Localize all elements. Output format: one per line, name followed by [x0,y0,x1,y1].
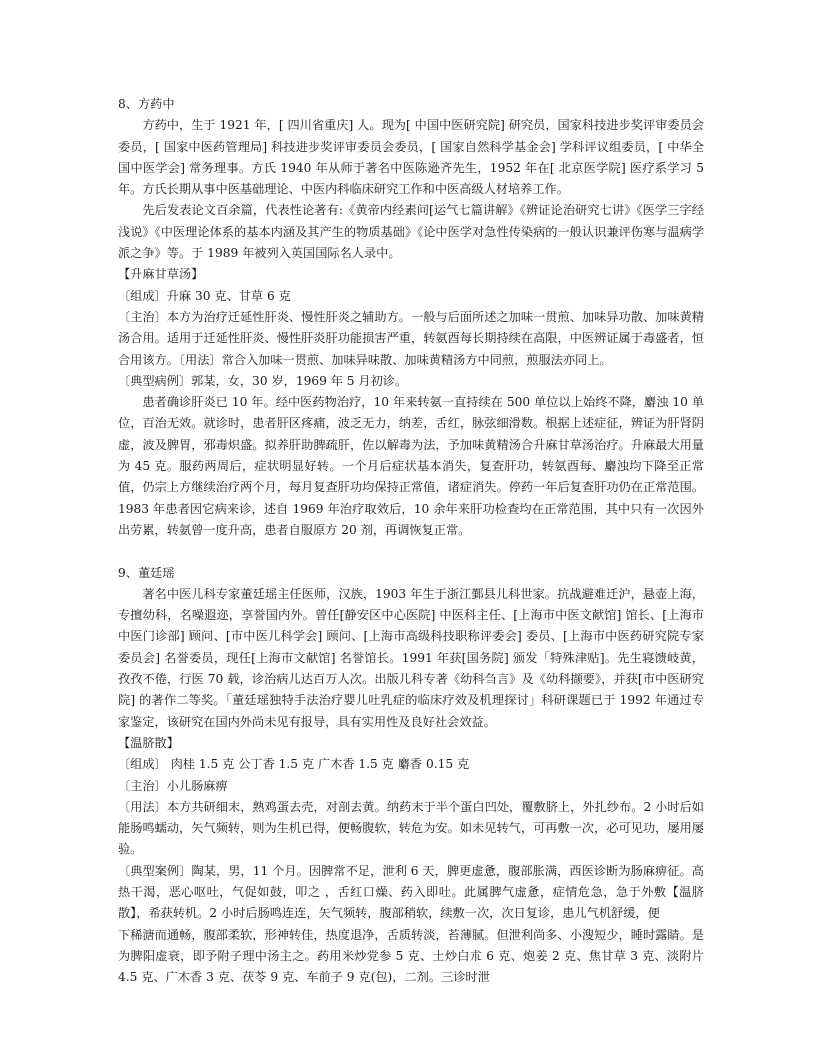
section-9-bio: 著名中医儿科专家董廷瑶主任医师，汉族，1903 年生于浙江鄞县儿科世家。抗战避难迁沪，悬壶上海，专擅幼科，名噪遐迩，享誉国内外。曾任[静安区中心医院] 中医科主任、[上海市中医文献馆] 馆长、[上海市中医门诊部] 顾问、[市中医儿科学会] 顾问、[上海市高级科技职称评委会] 委员、[上海市中医药研究院专家委员会] 名誉委员，现任[上海市文献馆] 名誉馆长。1991 年获[国务院] 颁发「特殊津贴]。先生寝馈岐黄，孜孜不倦，行医 70 载，诊治病儿达百万人次。出版儿科专著《幼科刍言》及《幼科撷要》，并获[市中医研究院] 的著作二等奖。「董廷瑶独特手法治疗婴儿吐乳症的临床疗效及机理探讨」科研课题已于 1992 年通过专家鉴定，该研究在国内外尚未见有报导，具有实用性及良好社会效益。 [118,586,704,729]
section-9-indication: 〔主治〕小儿肠麻痹 [118,778,228,793]
section-8-bio: 方药中，生于 1921 年，[ 四川省重庆] 人。现为[ 中国中医研究院] 研究员，国家科技进步奖评审委员会委员，[ 国家中医药管理局] 科技进步奖评审委员会委员，[ 国家自然科学基金会] 学科评议组委员，[ 中华全国中医学会] 常务理事。方氏 1940 年从师于著名中医陈逊齐先生，1952 年在[ 北京医学院] 医疗系学习 5 年。方氏长期从事中医基础理论、中医内科临床研究工作和中医高级人材培养工作。 [118,118,704,197]
section-8-formula-title: 【升麻甘草汤】 [118,267,204,282]
section-9-formula-title: 【温脐散】 [118,735,179,750]
section-8-case-label: 〔典型病例〕郭某，女，30 岁，1969 年 5 月初诊。 [118,373,408,388]
section-9-heading: 9、董廷瑶 [118,565,175,580]
section-8-heading: 8、方药中 [118,97,175,111]
section-9-usage: 〔用法〕本方共研细末，熟鸡蛋去壳，对剖去黄。纳药末于半个蛋白凹处，覆敷脐上，外扎纱布。2 小时后如能肠鸣蠕动，矢气频转，则为生机已得，便畅腹软，转危为安。如未见转气，可再敷一次，必可见功，屡用屡验。 [118,799,704,857]
section-9-composition: 〔组成〕 肉桂 1.5 克 公丁香 1.5 克 广木香 1.5 克 麝香 0.15 克 [118,757,470,772]
section-9-case: 〔典型案例〕陶某，男，11 个月。因脾常不足，泄利 6 天，脾更虚惫，腹部胀满，西医诊断为肠麻痹征。高热干渴，恶心呕吐，气促如鼓，叩之 ，舌红口燥、药入即吐。此属脾气虚惫，症情危急，急于外敷【温脐散】，希获转机。2 小时后肠鸣连连，矢气频转，腹部稍软，续敷一次，次日复诊，患儿气机舒缓，便 [118,863,704,921]
section-8-composition: 〔组成〕升麻 30 克、甘草 6 克 [118,288,291,303]
section-8-papers: 先后发表论文百余篇，代表性论著有:《黄帝内经素问[运气七篇讲解》《辨证论治研究七讲》《医学三字经浅说》《中医理论体系的基本内涵及其产生的物质基础》《论中医学对急性传染病的一般认识兼评伤寒与温病学派之争》等。于 1989 年被列入英国国际名人录中。 [118,203,704,261]
section-9-case-continued: 下稀溏而通畅，腹部柔软，形神转佳，热度退净，舌质转淡，苔薄腻。但泄利尚多、小溲短少，睡时露睛。是为脾阳虚衰，即予附子理中汤主之。药用米炒党参 5 克、土炒白朮 6 克、炮姜 2 克、焦甘草 3 克、淡附片 4.5 克、广木香 3 克、茯苓 9 克、车前子 9 克(包)，二剂。三诊时泄 [118,927,704,985]
section-8-case-body: 患者确诊肝炎已 10 年。经中医药物治疗，10 年来转氨一直持续在 500 单位以上始终不降，麝浊 10 单位，百治无效。就诊时，患者肝区疼痛，波乏无力，纳差，舌红，脉弦细滑数。根据上述症征，辨证为肝肾阴虚，波及脾胃，邪毒炽盛。拟养肝助脾疏肝，佐以解毒为法，予加味黄精汤合升麻甘草汤治疗。升麻最大用量为 45 克。服药两周后，症状明显好转。一个月后症状基本消失，复查肝功，转氨酉每、麝浊均下降至正常值，仍宗上方继续治疗两个月，每月复查肝功均保持正常值，诸症消失。停药一年后复查肝功仍在正常范围。1983 年患者因它病来诊，述自 1969 年治疗取效后，10 余年来肝功检查均在正常范围，其中只有一次因外出劳累，转氨曾一度升高，患者自服原方 20 剂，再调恢复正常。 [118,395,704,537]
section-divider [118,541,704,562]
document-page [118,94,704,988]
section-8-indication: 〔主治〕本方为治疗迁延性肝炎、慢性肝炎之辅助方。一般与后面所述之加味一贯煎、加味异功散、加味黄精汤合用。适用于迁延性肝炎、慢性肝炎肝功能损害严重，转氨酉每长期持续在高限，中医辨证属于毒盛者，恒合用该方。〔用法〕常合入加味一贯煎、加味异味散、加味黄精汤方中同煎，煎服法亦同上。 [118,309,704,367]
